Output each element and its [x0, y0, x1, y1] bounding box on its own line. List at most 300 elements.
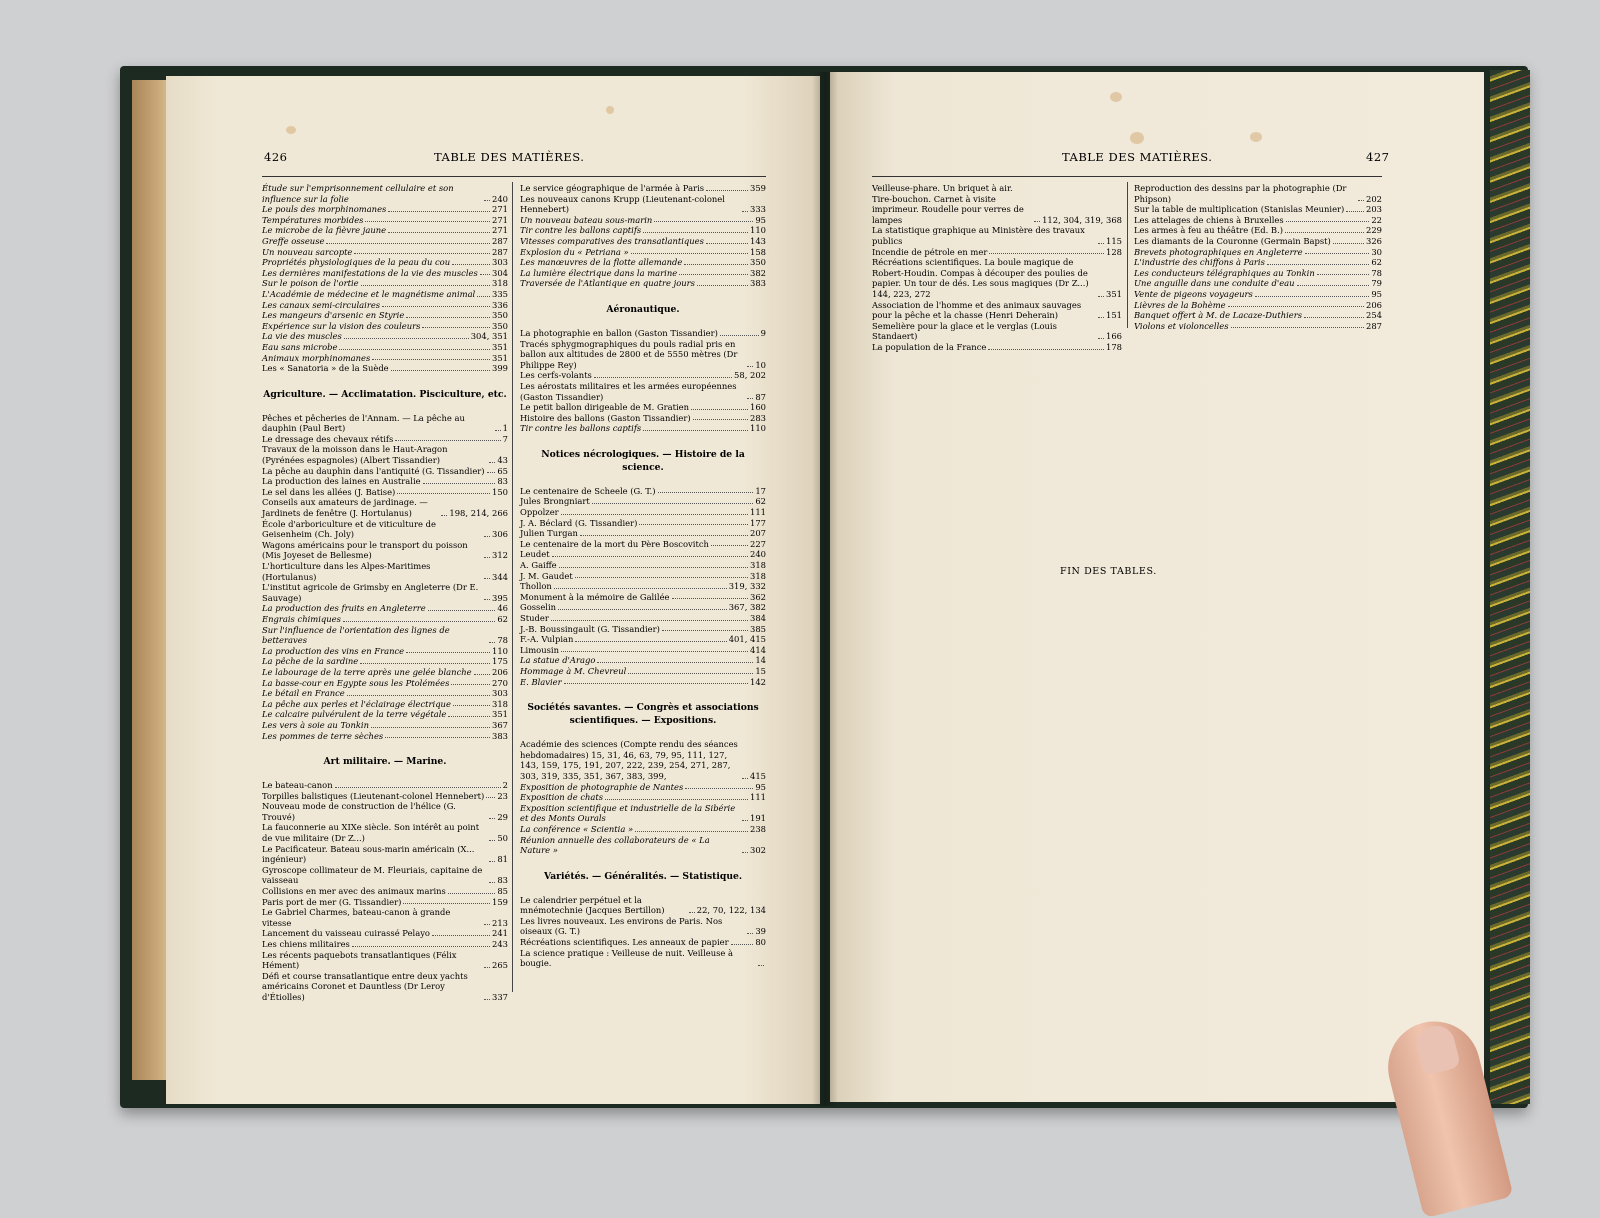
index-entry [262, 204, 508, 215]
index-entry [520, 539, 766, 550]
entry-title: Sur le poison de l'ortie [262, 278, 359, 289]
index-entry [520, 948, 766, 969]
entry-title: Les « Sanatoria » de la Suède [262, 363, 389, 374]
dot-leader [1098, 243, 1104, 244]
dot-leader [326, 243, 490, 244]
index-entry [1134, 236, 1382, 247]
index-entry [520, 792, 766, 803]
dot-leader [388, 211, 490, 212]
dot-leader [484, 967, 490, 968]
index-entry [520, 183, 766, 194]
dot-leader [706, 243, 748, 244]
index-entry [262, 780, 508, 791]
dot-leader [628, 673, 753, 674]
dot-leader [643, 430, 748, 431]
entry-page: 270 [492, 677, 508, 688]
index-entry [262, 561, 508, 582]
index-entry [262, 487, 508, 498]
dot-leader [382, 306, 490, 307]
entry-page: 22 [1371, 214, 1382, 225]
entry-title: Les aérostats militaires et les armées européennes (Gaston Tissandier) [520, 380, 737, 402]
right-page-number: 427 [1366, 150, 1390, 164]
dot-leader [691, 409, 748, 410]
entry-title: L'horticulture dans les Alpes-Maritimes (Hortulanus) [262, 561, 431, 582]
dot-leader [747, 398, 753, 399]
section-heading: Variétés. — Généralités. — Statistique. [543, 870, 743, 882]
entry-title: Sur la table de multiplication (Stanislas Meunier) [1134, 204, 1345, 215]
entry-title: Jules Brongniart [520, 496, 590, 507]
entry-page: 241 [492, 928, 508, 939]
entry-page: 414 [750, 644, 766, 655]
entry-page: 143 [750, 235, 766, 246]
dot-leader [1285, 232, 1364, 233]
index-entry [520, 937, 766, 948]
entry-title: J.-B. Boussingault (G. Tissandier) [520, 623, 660, 634]
entry-title: Un nouveau sarcopte [262, 246, 353, 257]
entry-title: Étude sur l'emprisonnement cellulaire et son influence sur la folie [262, 183, 454, 204]
entry-page: 395 [492, 592, 508, 603]
entry-title: Engrais chimiques [262, 613, 341, 624]
entry-page: 62 [755, 496, 766, 507]
entry-title: La pêche au dauphin dans l'antiquité (G. Tissandier) [262, 465, 485, 476]
dot-leader [477, 296, 490, 297]
entry-title: Monument à la mémoire de Galilée [520, 591, 670, 602]
entry-page: 243 [492, 939, 508, 949]
entry-title: La vie des muscles [262, 331, 342, 342]
index-entry [262, 886, 508, 897]
dot-leader [643, 232, 748, 233]
entry-title: L'Académie de médecine et le magnétisme animal [262, 288, 476, 299]
index-entry [520, 782, 766, 793]
dot-leader [484, 557, 490, 558]
index-entry [1134, 310, 1382, 321]
dot-leader [564, 683, 748, 684]
entry-title: Lancement du vaisseau cuirassé Pelayo [262, 928, 430, 939]
entry-page: 158 [750, 246, 766, 257]
index-entry [262, 709, 508, 720]
entry-title: E. Blavier [520, 676, 562, 687]
entry-page: 206 [492, 666, 508, 677]
index-entry [520, 278, 766, 289]
entry-page: 359 [750, 183, 766, 193]
dot-leader [365, 221, 490, 222]
index-entry [1134, 278, 1382, 289]
entry-title: Le Pacificateur. Bateau sous-marin américain (X... ingénieur) [262, 843, 475, 865]
entry-page: 367, 382 [728, 602, 766, 613]
dot-leader [742, 820, 748, 821]
dot-leader [347, 695, 490, 696]
entry-title: Reproduction des dessins par la photographie (Dr Phipson) [1134, 183, 1347, 204]
index-entry [872, 183, 1122, 225]
entry-page: 318 [492, 698, 508, 709]
dot-leader [354, 253, 490, 254]
entry-page: 87 [755, 391, 766, 402]
column-divider [1127, 182, 1128, 328]
index-entry [520, 507, 766, 518]
entry-title: A. Gaiffe [520, 560, 557, 571]
entry-title: La production des fruits en Angleterre [262, 603, 426, 614]
entry-page: 240 [492, 193, 508, 204]
index-entry [872, 225, 1122, 246]
index-entry [872, 300, 1122, 321]
dot-leader [388, 232, 490, 233]
entry-title: Le labourage de la terre après une gelée blanche [262, 666, 472, 677]
index-entry [262, 801, 508, 822]
entry-title: Exposition scientifique et industrielle de la Sibérie et des Monts Ourals [520, 802, 736, 824]
dot-leader [988, 349, 1104, 350]
entry-page: 95 [755, 781, 766, 792]
dot-leader [372, 359, 490, 360]
entry-page: 83 [497, 476, 508, 487]
index-entry [520, 613, 766, 624]
entry-title: Incendie de pétrole en mer [872, 246, 988, 257]
index-entry [520, 824, 766, 835]
dot-leader [559, 567, 748, 568]
entry-page: 336 [492, 299, 508, 310]
entry-page: 10 [755, 359, 766, 370]
index-entry [520, 402, 766, 413]
index-entry [520, 560, 766, 571]
dot-leader [679, 274, 748, 275]
entry-title: La production des laines en Australie [262, 476, 421, 487]
entry-page: 302 [750, 845, 766, 856]
index-entry [262, 466, 508, 477]
dot-leader [592, 503, 754, 504]
entry-title: École d'arboriculture et de viticulture de Geisenheim (Ch. Joly) [262, 518, 436, 540]
left-page-number: 426 [264, 150, 288, 164]
entry-page: 318 [492, 278, 508, 289]
entry-title: Les attelages de chiens à Bruxelles [1134, 214, 1284, 225]
dot-leader [451, 684, 490, 685]
index-entry [1134, 300, 1382, 311]
entry-title: Les dernières manifestations de la vie des muscles [262, 267, 478, 278]
entry-page: 22, 70, 122, 134 [696, 905, 766, 916]
dot-leader [344, 338, 469, 339]
index-entry [520, 413, 766, 424]
index-entry [262, 342, 508, 353]
index-entry [262, 907, 508, 928]
dot-leader [484, 999, 490, 1000]
index-entry [520, 486, 766, 497]
section-heading: Art militaire. — Marine. [323, 756, 447, 768]
dot-leader [689, 912, 695, 913]
entry-title: J. M. Gaudet [520, 570, 573, 581]
dot-leader [1305, 253, 1370, 254]
entry-title: La population de la France [872, 341, 987, 352]
index-entry [1134, 321, 1382, 332]
entry-page: 350 [750, 257, 766, 268]
dot-leader [1098, 296, 1104, 297]
entry-title: Les mangeurs d'arsenic en Styrie [262, 310, 405, 321]
entry-page: 30 [1371, 246, 1382, 257]
entry-title: Le Gabriel Charmes, bateau-canon à grande vitesse [262, 907, 451, 928]
index-entry [262, 603, 508, 614]
entry-page: 142 [750, 676, 766, 687]
dot-leader [335, 787, 501, 788]
entry-title: Vente de pigeons voyageurs [1134, 288, 1253, 299]
entry-title: Le centenaire de la mort du Père Boscovitch [520, 538, 709, 549]
right-column-1 [872, 183, 1122, 353]
entry-page: 351 [1106, 288, 1122, 299]
entry-page: 43 [497, 455, 508, 466]
entry-page: 46 [497, 603, 508, 614]
foxing-spot [1130, 132, 1144, 144]
dot-leader [561, 651, 748, 652]
index-entry [872, 342, 1122, 353]
entry-title: Les armes à feu au théâtre (Ed. B.) [1134, 225, 1283, 236]
entry-page: 14 [755, 655, 766, 666]
dot-leader [1317, 274, 1370, 275]
entry-page: 229 [1366, 225, 1382, 236]
entry-title: Collisions en mer avec des animaux marins [262, 886, 446, 897]
entry-title: Une anguille dans une conduite d'eau [1134, 278, 1295, 289]
entry-title: Les cerfs-volants [520, 370, 592, 381]
entry-page: 383 [750, 278, 766, 289]
index-entry [262, 278, 508, 289]
index-entry [262, 950, 508, 971]
entry-page: 271 [492, 204, 508, 215]
index-entry [520, 803, 766, 824]
entry-page: 415 [750, 770, 766, 781]
index-entry [1134, 215, 1382, 226]
entry-page: 227 [750, 538, 766, 549]
index-entry [262, 225, 508, 236]
dot-leader [1297, 285, 1370, 286]
entry-title: Wagons américains pour le transport du poisson (Mis Joyeset de Bellesme) [262, 539, 468, 561]
entry-page: 110 [492, 645, 508, 656]
index-entry [262, 582, 508, 603]
entry-page: 287 [1366, 320, 1382, 331]
entry-title: La lumière électrique dans la marine [520, 267, 678, 278]
entry-title: Hommage à M. Chevreul [520, 665, 627, 676]
dot-leader [1346, 211, 1364, 212]
dot-leader [580, 535, 748, 536]
entry-page: 110 [750, 423, 766, 434]
entry-page: 29 [497, 811, 508, 822]
entry-title: Sur l'influence de l'orientation des lignes de betteraves [262, 624, 450, 646]
dot-leader [403, 903, 490, 904]
entry-title: Banquet offert à M. de Lacaze-Duthiers [1134, 310, 1303, 321]
entry-page: 337 [492, 991, 508, 1002]
dot-leader [742, 852, 748, 853]
entry-title: Exposition de chats [520, 792, 604, 803]
entry-title: Vitesses comparatives des transatlantiques [520, 235, 704, 246]
entry-title: Tir contre les ballons captifs [520, 423, 642, 434]
entry-title: Les chiens militaires [262, 939, 350, 949]
dot-leader [747, 933, 753, 934]
dot-leader [1228, 306, 1364, 307]
dot-leader [487, 472, 496, 473]
dot-leader [371, 727, 490, 728]
entry-title: La fauconnerie au XIXe siècle. Son intérêt au point de vue militaire (Dr Z...) [262, 822, 480, 844]
entry-page: 65 [497, 465, 508, 476]
index-entry [1134, 225, 1382, 236]
index-entry [520, 247, 766, 258]
index-entry [1134, 257, 1382, 268]
entry-page: 254 [1366, 310, 1382, 321]
dot-leader [561, 514, 748, 515]
entry-page: 283 [750, 412, 766, 423]
index-entry [1134, 247, 1382, 258]
entry-page: 95 [1371, 288, 1382, 299]
entry-page: 318 [750, 560, 766, 571]
dot-leader [697, 285, 748, 286]
entry-page: 159 [492, 896, 508, 907]
index-entry [520, 215, 766, 226]
index-entry [262, 519, 508, 540]
dot-leader [551, 620, 748, 621]
left-column-1 [262, 183, 508, 1003]
entry-page: 79 [1371, 278, 1382, 289]
entry-title: Oppolzer [520, 507, 559, 518]
entry-page: 151 [1106, 310, 1122, 321]
entry-page: 202 [1366, 193, 1382, 204]
entry-page: 287 [492, 235, 508, 246]
entry-page: 333 [750, 204, 766, 215]
entry-page: 240 [750, 549, 766, 560]
dot-leader [484, 599, 490, 600]
dot-leader [989, 253, 1104, 254]
entry-page: 175 [492, 656, 508, 667]
entry-page: 62 [497, 613, 508, 624]
entry-title: Le bétail en France [262, 688, 345, 699]
index-entry [872, 321, 1122, 342]
left-page-title: TABLE DES MATIÈRES. [434, 150, 585, 164]
entry-page: 303 [492, 688, 508, 699]
index-entry [520, 225, 766, 236]
index-entry [520, 835, 766, 856]
entry-page: 238 [750, 823, 766, 834]
index-entry [262, 540, 508, 561]
dot-leader [672, 598, 748, 599]
index-entry [262, 476, 508, 487]
entry-title: Semelière pour la glace et le verglas (Louis Standaert) [872, 320, 1057, 342]
index-entry [872, 247, 1122, 258]
dot-leader [360, 663, 490, 664]
column-divider [512, 182, 513, 992]
entry-page: 150 [492, 486, 508, 497]
dot-leader [1333, 243, 1364, 244]
entry-page: 384 [750, 613, 766, 623]
index-entry [520, 645, 766, 656]
entry-title: Expérience sur la vision des couleurs [262, 320, 421, 331]
index-entry [520, 328, 766, 339]
dot-leader [742, 778, 748, 779]
index-entry [520, 677, 766, 688]
entry-page: 177 [750, 517, 766, 528]
entry-title: Violons et violoncelles [1134, 320, 1229, 331]
dot-leader [486, 797, 495, 798]
dot-leader [453, 705, 490, 706]
entry-title: Réunion annuelle des collaborateurs de « La Nature » [520, 834, 710, 856]
dot-leader [1286, 221, 1370, 222]
dot-leader [742, 211, 748, 212]
dot-leader [594, 377, 732, 378]
index-entry [1134, 204, 1382, 215]
entry-page: 111 [750, 792, 766, 803]
entry-page: 401, 415 [728, 634, 766, 645]
right-header-rule [872, 176, 1382, 177]
entry-page: 9 [760, 327, 766, 338]
entry-title: Le microbe de la fièvre jaune [262, 225, 387, 236]
dot-leader [662, 630, 748, 631]
dot-leader [1358, 200, 1364, 201]
section-heading: Notices nécrologiques. — Histoire de la science. [541, 448, 745, 473]
dot-leader [432, 935, 490, 936]
entry-page: 111 [750, 507, 766, 518]
entry-page: 350 [492, 310, 508, 321]
index-entry [520, 257, 766, 268]
dot-leader [495, 430, 501, 431]
entry-title: Le service géographique de l'armée à Paris [520, 183, 705, 193]
entry-title: Le sel dans les allées (J. Batise) [262, 486, 396, 497]
entry-page: 203 [1366, 204, 1382, 215]
entry-page: 128 [1106, 246, 1122, 257]
index-entry [262, 247, 508, 258]
entry-title: Lièvres de la Bohème [1134, 299, 1226, 310]
right-column-2 [1134, 183, 1382, 331]
index-entry [520, 339, 766, 371]
index-entry [1134, 268, 1382, 279]
entry-page: 350 [492, 320, 508, 331]
entry-page: 344 [492, 571, 508, 582]
entry-page: 399 [492, 363, 508, 374]
dot-leader [484, 924, 490, 925]
entry-page: 287 [492, 246, 508, 257]
dot-leader [575, 641, 726, 642]
entry-title: Brevets photographiques en Angleterre [1134, 246, 1303, 257]
entry-page: 78 [1371, 267, 1382, 278]
index-entry [262, 289, 508, 300]
entry-page: 326 [1366, 235, 1382, 246]
index-entry [262, 646, 508, 657]
index-entry [262, 215, 508, 226]
index-entry [520, 581, 766, 592]
entry-title: Défi et course transatlantique entre deux yachts américains Coronet et Dauntless (Dr Leroy d'Étiolles) [262, 970, 468, 1002]
dot-leader [441, 515, 447, 516]
entry-page: 81 [497, 854, 508, 865]
entry-page: 383 [492, 730, 508, 741]
entry-title: Traversée de l'Atlantique en quatre jours [520, 278, 695, 289]
dot-leader [552, 556, 748, 557]
entry-page: 85 [497, 886, 508, 897]
dot-leader [639, 524, 748, 525]
entry-title: Les nouveaux canons Krupp (Lieutenant-colonel Hennebert) [520, 193, 725, 215]
entry-page: 23 [497, 790, 508, 801]
dot-leader [489, 861, 495, 862]
index-entry [262, 971, 508, 1003]
dot-leader [406, 317, 490, 318]
entry-page: 39 [755, 926, 766, 937]
index-entry [520, 518, 766, 529]
entry-title: Conseils aux amateurs de jardinage. — Jardinets de fenêtre (J. Hortulanus) [262, 497, 428, 519]
dot-leader [395, 440, 500, 441]
dot-leader [747, 366, 753, 367]
entry-page: 206 [1366, 299, 1382, 310]
index-entry [262, 257, 508, 268]
dot-leader [1231, 327, 1364, 328]
dot-leader [1255, 296, 1369, 297]
entry-page: 271 [492, 225, 508, 236]
index-entry [262, 625, 508, 646]
index-entry [872, 257, 1122, 299]
dot-leader [654, 221, 753, 222]
entry-title: La pêche de la sardine [262, 656, 359, 667]
entry-title: Les manœuvres de la flotte allemande [520, 257, 683, 268]
entry-title: Greffe osseuse [262, 235, 325, 246]
entry-page: 50 [497, 833, 508, 844]
index-entry [520, 528, 766, 539]
